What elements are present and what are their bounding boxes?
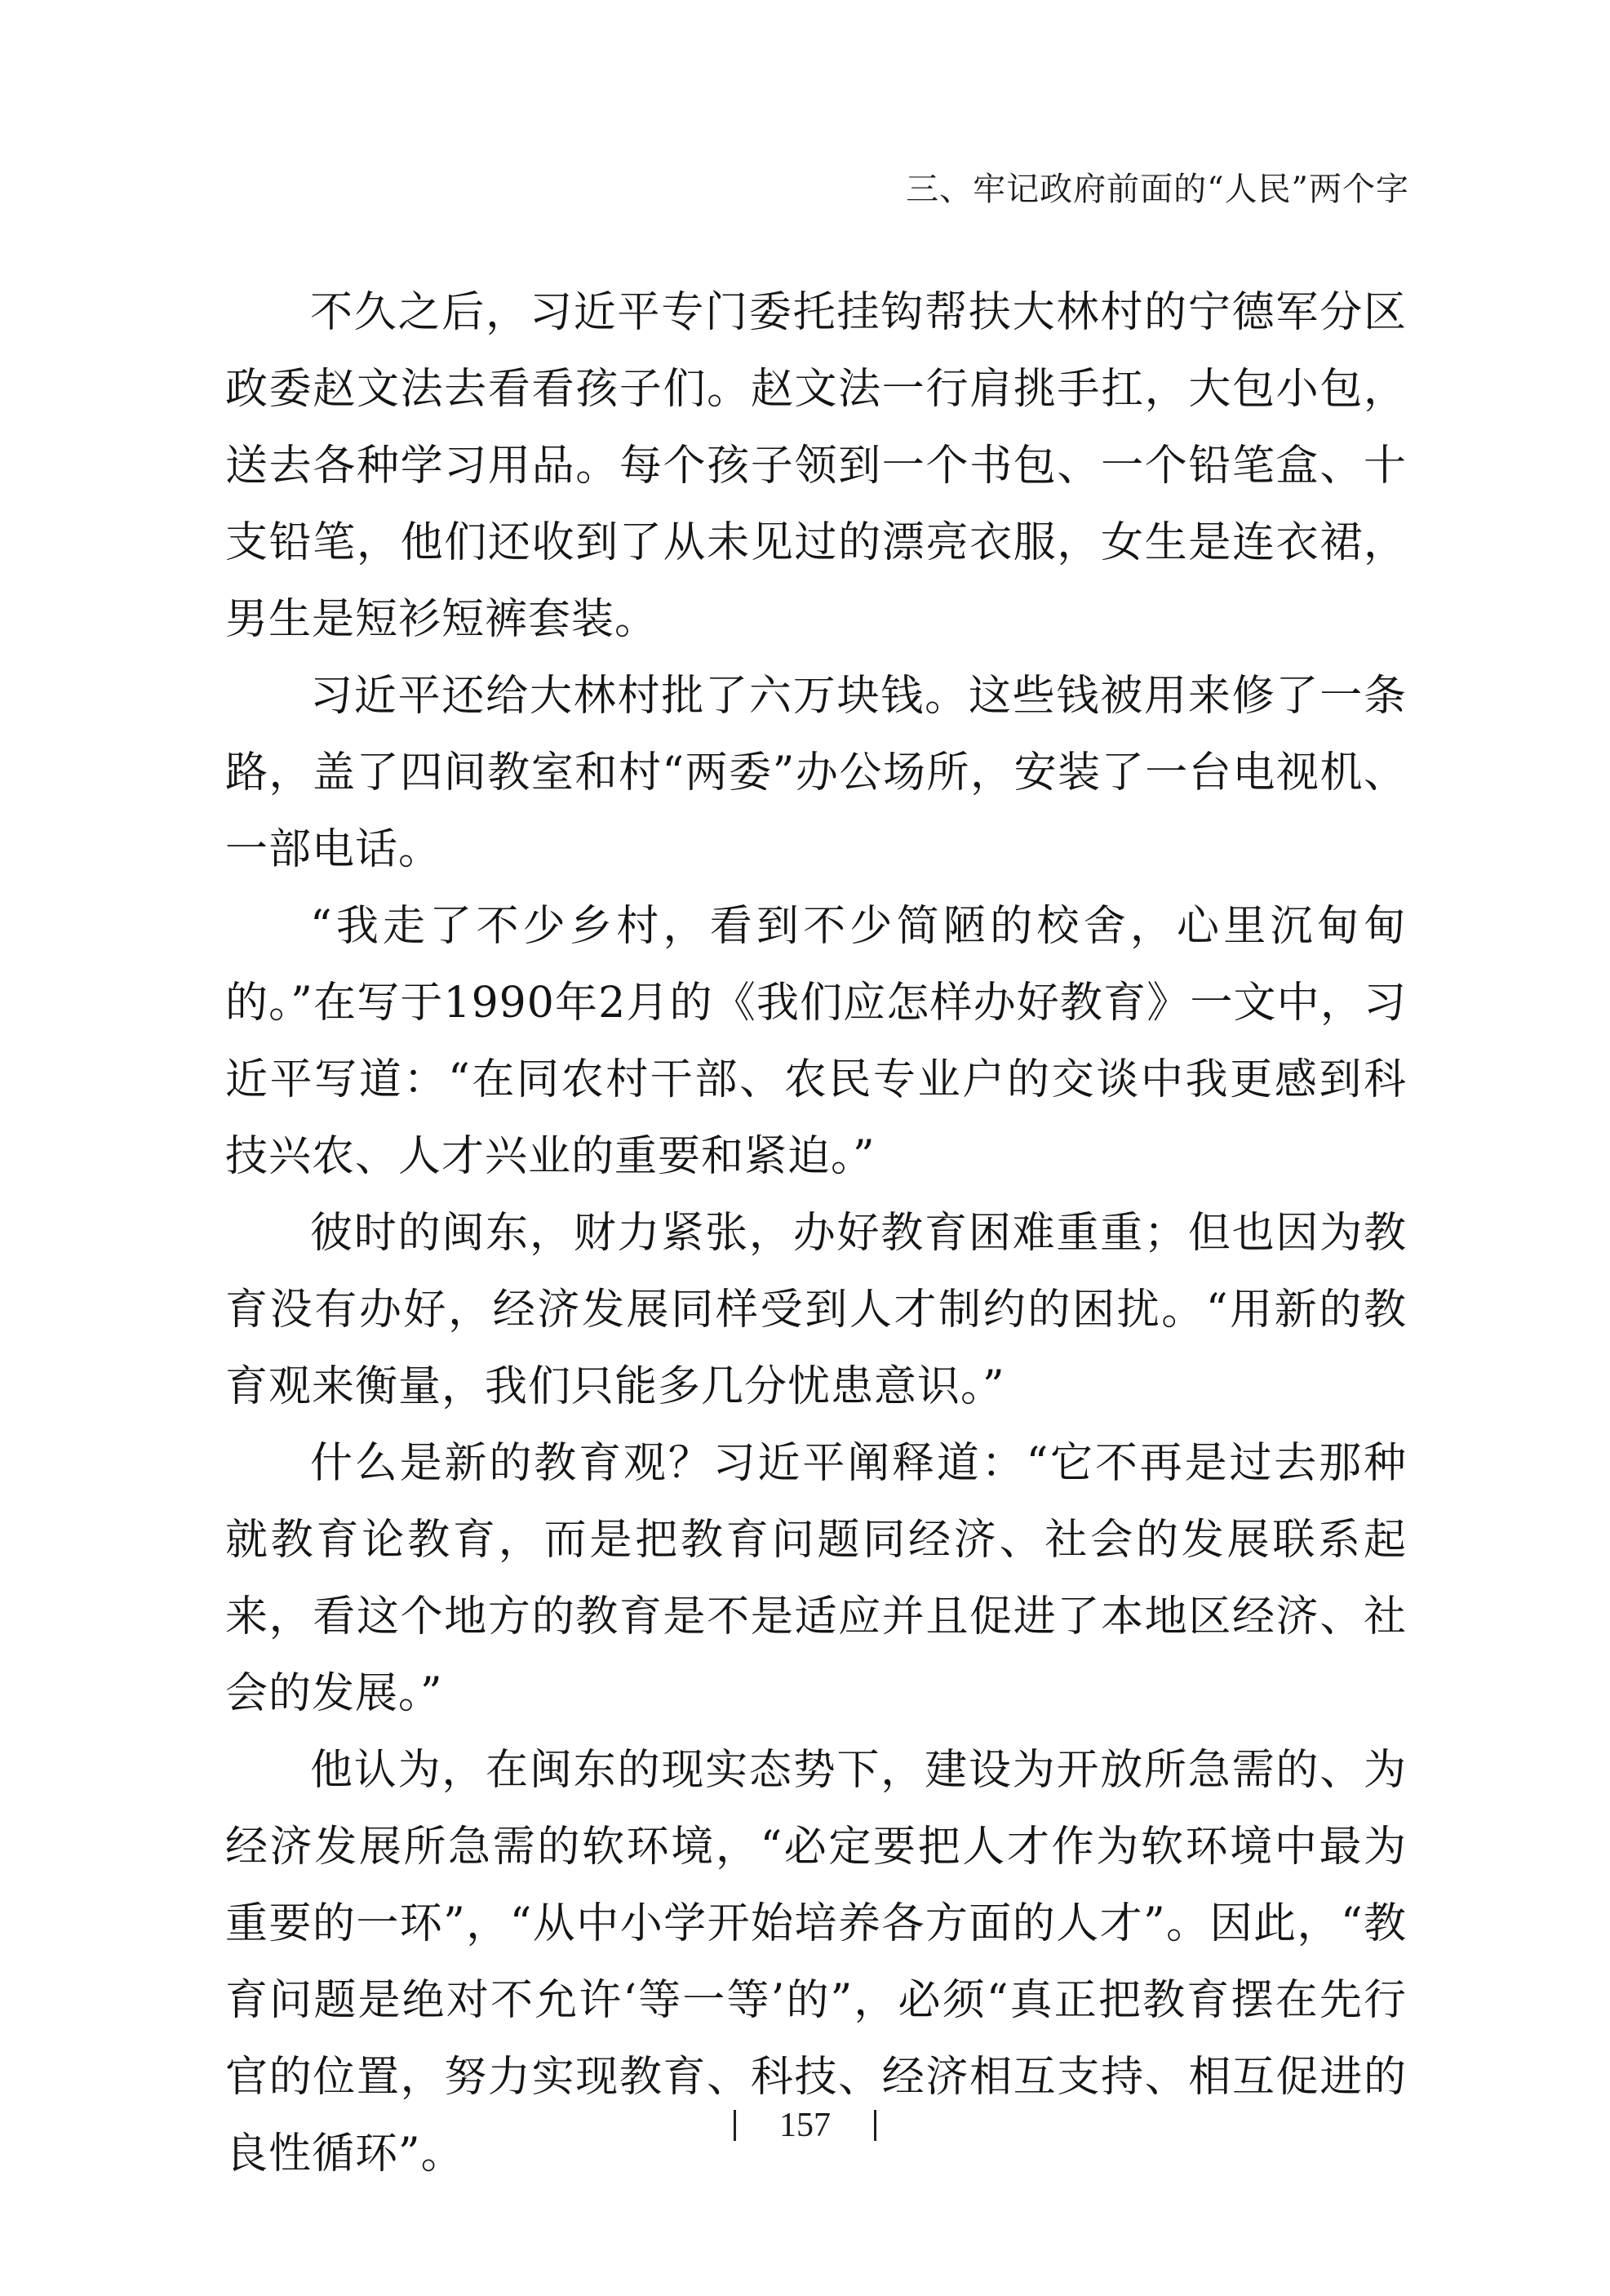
page-number: 157 [779,2107,831,2144]
paragraph-3: “我走了不少乡村，看到不少简陋的校舍，心里沉甸甸的。”在写于1990年2月的《我们应怎样办好教育》一文中，习近平写道：“在同农村干部、农民专业户的交谈中我更感到科技兴农、人才兴业的重要和紧迫。” [225,902,1407,1181]
page-footer [0,2104,1610,2145]
body-text [225,274,1407,2192]
paragraph-6: 他认为，在闽东的现实态势下，建设为开放所急需的、为经济发展所急需的软环境，“必定要把人才作为软环境中最为重要的一环”，“从中小学开始培养各方面的人才”。因此，“教育问题是绝对不允许‘等一等’的”，必须“真正把教育摆在先行官的位置，努力实现教育、科技、经济相互支持、相互促进的良性循环”。 [225,1746,1407,2178]
footer-bar-right [874,2110,876,2141]
paragraph-5: 什么是新的教育观？习近平阐释道：“它不再是过去那种就教育论教育，而是把教育问题同经济、社会的发展联系起来，看这个地方的教育是不是适应并且促进了本地区经济、社会的发展。” [225,1439,1407,1718]
footer-bar-left [734,2110,736,2141]
paragraph-1: 不久之后，习近平专门委托挂钩帮扶大林村的宁德军分区政委赵文法去看看孩子们。赵文法一行肩挑手扛，大包小包，送去各种学习用品。每个孩子领到一个书包、一个铅笔盒、十支铅笔，他们还收到了从未见过的漂亮衣服，女生是连衣裙，男生是短衫短裤套装。 [225,288,1407,644]
paragraph-2: 习近平还给大林村批了六万块钱。这些钱被用来修了一条路，盖了四间教室和村“两委”办公场所，安装了一台电视机、一部电话。 [225,672,1407,874]
paragraph-4: 彼时的闽东，财力紧张，办好教育困难重重；但也因为教育没有办好，经济发展同样受到人才制约的困扰。“用新的教育观来衡量，我们只能多几分忧患意识。” [225,1209,1407,1411]
running-head: 三、牢记政府前面的“人民”两个字 [906,171,1409,208]
